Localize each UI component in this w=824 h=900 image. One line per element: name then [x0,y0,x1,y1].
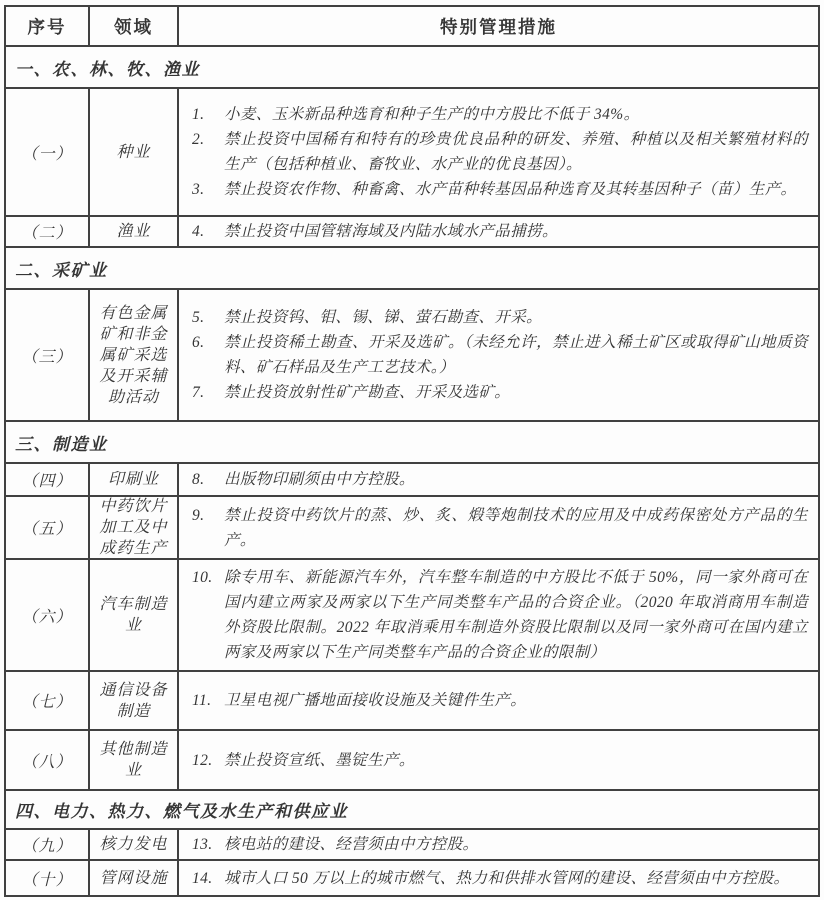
item-number: 11. [192,692,212,709]
item-text: 卫星电视广播地面接收设施及关键件生产。 [224,692,527,709]
item-number: 4. [192,223,205,240]
item-number: 5. [192,309,205,326]
item-number: 9. [192,506,205,524]
header-cell-field: 领域 [90,7,179,45]
measure-item [192,748,808,773]
measure-item [192,503,808,553]
item-number: 7. [192,384,205,401]
serial-cell: （十） [6,861,90,895]
measures-cell [179,830,818,859]
item-number: 8. [192,471,205,488]
serial-cell: （九） [6,830,90,859]
section-title-mining: 二、采矿业 [6,246,818,288]
section-title-agriculture: 一、农、林、牧、渔业 [6,45,818,87]
item-number: 1. [192,106,205,123]
section-title-utilities: 四、电力、热力、燃气及水生产和供应业 [6,789,818,828]
item-text: 禁止投资中药饮片的蒸、炒、炙、煅等炮制技术的应用及中成药保密处方产品的生产。 [224,506,808,549]
item-text: 小麦、玉米新品种选育和种子生产的中方股比不低于 34%。 [224,106,640,123]
item-number: 3. [192,181,205,198]
table-row [6,558,818,670]
field-cell: 核力发电 [90,830,179,859]
table-row [6,828,818,859]
serial-cell: （七） [6,672,90,729]
measure-item [192,127,808,177]
measures-cell [179,464,818,495]
measures-cell [179,672,818,729]
item-text: 禁止投资农作物、种畜禽、水产苗种转基因品种选育及其转基因种子（苗）生产。 [224,181,797,198]
item-number: 12. [192,751,213,769]
measure-item [192,866,808,891]
measures-cell [179,560,818,670]
field-cell: 通信设备制造 [90,672,179,729]
field-cell: 其他制造业 [90,731,179,789]
measure-item [192,565,808,665]
measure-item [192,467,808,492]
item-text: 出版物印刷须由中方控股。 [224,471,415,488]
serial-cell: （一） [6,89,90,215]
table-row [6,288,818,420]
measure-item [192,832,808,857]
serial-cell: （八） [6,731,90,789]
item-number: 13. [192,836,213,853]
item-text: 城市人口 50 万以上的城市燃气、热力和供排水管网的建设、经营须由中方控股。 [224,869,790,887]
item-number: 14. [192,869,213,887]
header-cell-measures: 特别管理措施 [440,16,557,37]
item-number: 2. [192,131,205,148]
field-cell: 有色金属矿和非金属矿采选及开采辅助活动 [90,290,179,420]
item-text: 禁止投资中国管辖海域及内陆水域水产品捕捞。 [224,223,558,240]
serial-cell: （六） [6,560,90,670]
serial-cell: （三） [6,290,90,420]
field-cell: 管网设施 [90,861,179,895]
table-row [6,495,818,558]
measure-item [192,380,808,405]
item-text: 核电站的建设、经营须由中方控股。 [224,836,479,853]
table-row [6,859,818,895]
measures-cell [179,290,818,420]
section-title-manufacturing: 三、制造业 [6,420,818,462]
item-text: 禁止投资放射性矿产勘查、开采及选矿。 [224,384,511,401]
measures-cell [179,217,818,246]
table-row [6,215,818,246]
table-row [6,87,818,215]
measures-cell [179,89,818,215]
measures-cell [179,497,818,558]
serial-cell: （二） [6,217,90,246]
measure-item [192,102,808,127]
table-row [6,462,818,495]
item-text: 禁止投资宣纸、墨锭生产。 [224,751,415,769]
measures-cell [179,731,818,789]
field-cell: 渔业 [90,217,179,246]
item-text: 除专用车、新能源汽车外，汽车整车制造的中方股比不低于 50%，同一家外商可在国内建立两家及两家以下生产同类整车产品的合资企业。（2020 年取消商用车制造外资股比限制。2022 年取消乘用车制造外资股比限制以及同一家外商可在国内建立两家及两家以下生产同类整车产品的合资企业的限制） [224,569,808,661]
field-cell: 印刷业 [90,464,179,495]
field-cell: 中药饮片加工及中成药生产 [90,497,179,558]
field-cell: 汽车制造业 [90,560,179,670]
item-text: 禁止投资钨、钼、锡、锑、萤石勘查、开采。 [224,309,543,326]
measures-cell [179,861,818,895]
measure-item [192,688,808,713]
special-measures-table [4,5,820,897]
measure-item [192,305,808,330]
table-header-row [6,7,818,45]
table-row [6,670,818,729]
serial-cell: （五） [6,497,90,558]
item-number: 10. [192,569,213,586]
measure-item [192,330,808,380]
item-number: 6. [192,334,205,351]
table-row [6,729,818,789]
measure-item [192,177,808,202]
item-text: 禁止投资稀土勘查、开采及选矿。（未经允许，禁止进入稀土矿区或取得矿山地质资料、矿石样品及生产工艺技术。） [224,334,808,376]
measure-item [192,219,808,244]
serial-cell: （四） [6,464,90,495]
field-cell: 种业 [90,89,179,215]
item-text: 禁止投资中国稀有和特有的珍贵优良品种的研发、养殖、种植以及相关繁殖材料的生产（包括种植业、畜牧业、水产业的优良基因）。 [224,131,808,173]
header-cell-serial: 序号 [6,7,90,45]
